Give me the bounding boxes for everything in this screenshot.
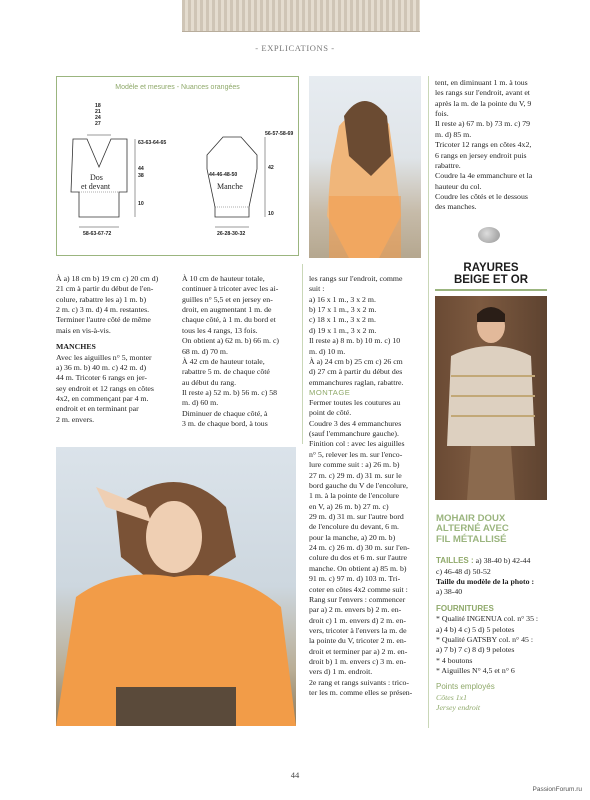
col1-line: endroit et en terminant par (56, 404, 139, 414)
col1-line: 44 m. Tricoter 6 rangs en jer- (56, 373, 148, 383)
body-label-1: Dos (90, 173, 103, 182)
photo-model-orange-sweater (56, 447, 296, 726)
tailles-label: TAILLES : (436, 556, 474, 565)
points-label: Points employés (436, 682, 495, 692)
yarn-ball-icon (478, 227, 500, 243)
diagram-svg (57, 77, 300, 257)
column-rule (302, 264, 303, 444)
col1-line: 4x2, en commençant par 4 m. (56, 393, 149, 403)
body-label-2: et devant (81, 182, 111, 191)
top-measure-4: 27 (95, 121, 101, 127)
col1-line: colure, rabattre les a) 1 m. b) (56, 294, 147, 304)
sleeve-height-label: 56-57-58-69 (265, 131, 294, 137)
col1-line: 2 m. envers. (56, 414, 95, 424)
mohair-title: MOHAIR DOUX ALTERNÉ AVEC FIL MÉTALLISÉ (436, 513, 509, 545)
page-number: 44 (290, 770, 300, 780)
photo-model-cardigan-svg (435, 296, 547, 500)
col1-line: a) 36 m. b) 40 m. c) 42 m. d) (56, 362, 147, 372)
col1-line: Terminer l'autre côté de même (56, 315, 151, 325)
section-header: - EXPLICATIONS - (255, 43, 335, 53)
top-measure-3: 24 (95, 115, 101, 121)
top-measure-1: 18 (95, 103, 101, 109)
sidebar-info: TAILLES : a) 38-40 b) 42-44 c) 46-48 d) 50-52 Taille du modèle de la photo : a) 38-40 FOURNITURES * Qualité INGENUA col. n° 35 : a) 4 b) 4 c) 5 d) 5 pelotes * Qualité GATSBY col. n° 45 : a) 7 b) 7 c) 8 d) 9 pelotes * 4 boutons * Aiguilles N° 4,5 et n° 6 Points employés Côtes 1x1 Jersey endroit (436, 556, 550, 714)
text-column-1 (56, 274, 174, 425)
text-column-2: À 10 cm de hauteur totale, continuer à tricoter avec les ai- guilles n° 5,5 et en jersey en- droit, en augmentant 1 m. de chaque côté, à 1 m. du bord et tous les 4 rangs, 13 fois. On obtient a) 62 m. b) 66 m. c) 68 m. d) 70 m. À 42 cm de hauteur totale, rabattre 5 m. de chaque côté au début du rang. Il reste a) 52 m. b) 56 m. c) 58 m. d) 60 m. Diminuer de chaque côté, à 3 m. de chaque bord, à tous (182, 274, 280, 429)
measurement-diagram (56, 76, 299, 256)
diagram-title: Modèle et mesures - Nuances orangées (115, 84, 240, 91)
sleeve-rib-label: 10 (268, 211, 274, 217)
photo-model-cardigan (435, 296, 547, 500)
body-width-label: 58-63-67-72 (83, 231, 112, 237)
photo-model-back-svg (309, 76, 421, 258)
body-rib-label: 10 (138, 201, 144, 207)
sleeve-top-label: 44-46-48-50 (209, 172, 238, 178)
sleeve-width-label: 26-28-30-32 (217, 231, 246, 237)
col1-line: 2 m. c) 3 m. d) 4 m. restantes. (56, 305, 150, 315)
taille-modele: Taille du modèle de la photo : (436, 576, 535, 586)
col1-line: 21 cm à partir du début de l'en- (56, 284, 154, 294)
title-rule (435, 289, 547, 291)
watermark: PassionForum.ru (532, 786, 582, 793)
body-side-1: 44 (138, 166, 144, 172)
photo-model-back (309, 76, 421, 258)
col1-line: sey endroit et 12 rangs en côtes (56, 383, 154, 393)
body-side-2: 38 (138, 173, 144, 179)
column-rule (428, 76, 429, 728)
col1-line: mais en vis-à-vis. (56, 325, 111, 335)
manches-heading: MANCHES (56, 342, 96, 352)
top-measure-2: 21 (95, 109, 101, 115)
photo-model-orange-svg (56, 447, 296, 726)
text-column-4: tent, en diminuant 1 m. à tous les rangs sur l'endroit, avant et après la m. de la pointe du V, 9 fois. Il reste a) 67 m. b) 73 m. c) 79 m. d) 85 m. Tricoter 12 rangs en côtes 4x2, 6 rangs en jersey endroit puis rabattre. Coudre la 4e emmanchure et la hauteur du col. Coudre les côtés et le dessous des manches. (435, 78, 533, 212)
body-height-label: 63-63-64-65 (138, 140, 167, 146)
sleeve-label: Manche (217, 182, 243, 191)
montage-heading: MONTAGE (309, 387, 351, 397)
sleeve-side-label: 42 (268, 165, 274, 171)
fournitures-label: FOURNITURES (436, 603, 494, 613)
text-column-3: les rangs sur l'endroit, comme suit : a) 16 x 1 m., 3 x 2 m. b) 17 x 1 m., 3 x 2 m. c) 18 x 1 m., 3 x 2 m. d) 19 x 1 m., 3 x 2 m. Il reste a) 8 m. b) 10 m. c) 10 m. d) 10 m. À a) 24 cm b) 25 cm c) 26 cm d) 27 cm à partir du début des emmanchures raglan, rabattre. MONTAGE Fermer toutes les coutures au point de côté. Coudre 3 des 4 emmanchures (sauf l'emmanchure gauche). Finition col : avec les aiguilles n° 5, relever les m. sur l'enco- lure comme suit : a) 26 m. b) 27 m. c) 29 m. d) 31 m. sur le bord gauche du V de l'encolure, 1 m. à la pointe de l'encolure en V, a) 26 m. b) 27 m. c) 29 m. d) 31 m. sur l'autre bord de l'encolure du devant, 6 m. pour la manche, a) 20 m. b) 24 m. c) 26 m. d) 30 m. sur l'en- colure du dos et 6 m. sur l'autre manche. On obtient a) 85 m. b) 91 m. c) 97 m. d) 103 m. Tri- coter en côtes 4x2 comme suit : Rang sur l'envers : commencer par a) 2 m. envers b) 2 m. en- droit c) 1 m. envers d) 2 m. en- vers, tricoter à l'envers la m. de la pointe du V, tricoter 2 m. en- droit et terminer par a) 2 m. en- droit b) 1 m. envers c) 3 m. en- vers d) 1 m. endroit. 2e rang et rangs suivants : trico- ter les m. comme elles se présen- (309, 274, 423, 698)
col1-line: À a) 18 cm b) 19 cm c) 20 cm d) (56, 274, 159, 283)
rayures-title: RAYURES BEIGE ET OR (453, 262, 529, 287)
top-knit-photo-strip (182, 0, 420, 32)
col1-line: Avec les aiguilles n° 5, monter (56, 352, 152, 362)
